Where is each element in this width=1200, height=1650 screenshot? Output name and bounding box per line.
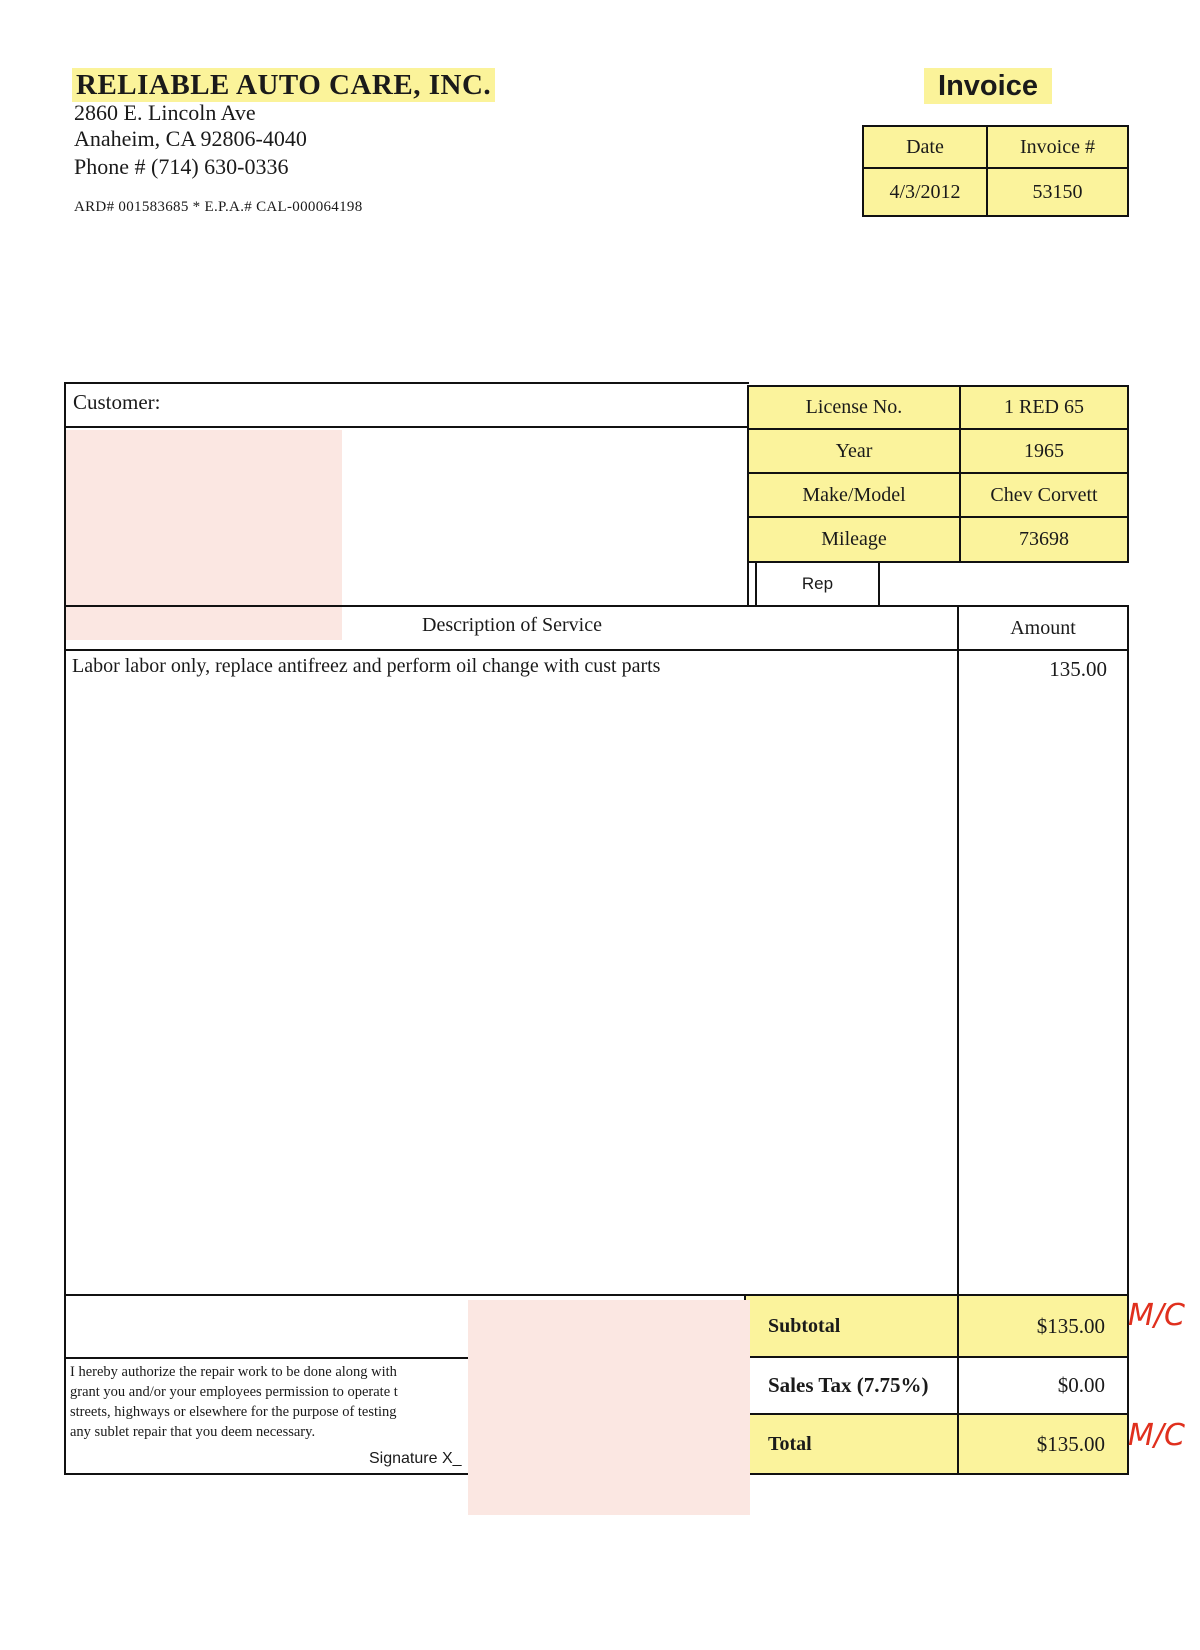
invoice-date: 4/3/2012 <box>862 167 988 217</box>
invoice-title: Invoice <box>924 68 1052 104</box>
sales-tax-label: Sales Tax (7.75%) <box>768 1373 929 1397</box>
company-address: 2860 E. Lincoln Ave <box>74 100 256 125</box>
invoice-number-label: Invoice # <box>986 125 1129 169</box>
rep-label: Rep <box>755 561 880 607</box>
license-label: License No. <box>747 385 961 430</box>
service-header-divider <box>64 649 1129 651</box>
year-value: 1965 <box>959 428 1129 474</box>
customer-box-divider <box>64 426 749 428</box>
service-line-amount: 135.00 <box>1049 657 1107 681</box>
mileage-label: Mileage <box>747 516 961 563</box>
authorization-line: streets, highways or elsewhere for the purpose of testing <box>70 1404 397 1420</box>
authorization-line: I hereby authorize the repair work to be done along with <box>70 1364 397 1380</box>
total-handwritten-mark: M/C <box>1128 1418 1185 1453</box>
company-registration: ARD# 001583685 * E.P.A.# CAL-000064198 <box>74 199 363 215</box>
subtotal-label: Subtotal <box>744 1296 957 1356</box>
invoice-number: 53150 <box>986 167 1129 217</box>
company-phone: Phone # (714) 630-0336 <box>74 154 289 179</box>
redacted-signature <box>468 1300 750 1515</box>
amount-header: Amount <box>1010 617 1076 639</box>
service-line-description: Labor labor only, replace antifreez and perform oil change with cust parts <box>72 655 661 677</box>
total-value: $135.00 <box>959 1415 1127 1473</box>
signature-label: Signature X_ <box>369 1450 462 1467</box>
total-label: Total <box>744 1415 957 1473</box>
rep-divider <box>747 561 749 607</box>
mileage-value: 73698 <box>959 516 1129 563</box>
subtotal-handwritten-mark: M/C <box>1128 1298 1185 1333</box>
customer-label: Customer: <box>73 390 161 414</box>
description-header: Description of Service <box>422 614 602 636</box>
customer-box-top <box>64 382 749 384</box>
date-label: Date <box>862 125 988 169</box>
subtotal-value: $135.00 <box>959 1296 1127 1356</box>
authorization-line: any sublet repair that you deem necessary. <box>70 1424 316 1440</box>
license-value: 1 RED 65 <box>959 385 1129 430</box>
form-right-border <box>1127 605 1129 1475</box>
make-model-label: Make/Model <box>747 472 961 518</box>
make-model-value: Chev Corvett <box>959 472 1129 518</box>
year-label: Year <box>747 428 961 474</box>
service-table-top <box>64 605 1129 607</box>
company-city: Anaheim, CA 92806-4040 <box>74 126 307 151</box>
sales-tax-value: $0.00 <box>1057 1373 1105 1397</box>
redacted-customer-info <box>66 430 342 640</box>
company-name: RELIABLE AUTO CARE, INC. <box>72 68 495 102</box>
authorization-line: grant you and/or your employees permission to operate t <box>70 1384 398 1400</box>
authorization-text <box>70 1362 475 1442</box>
